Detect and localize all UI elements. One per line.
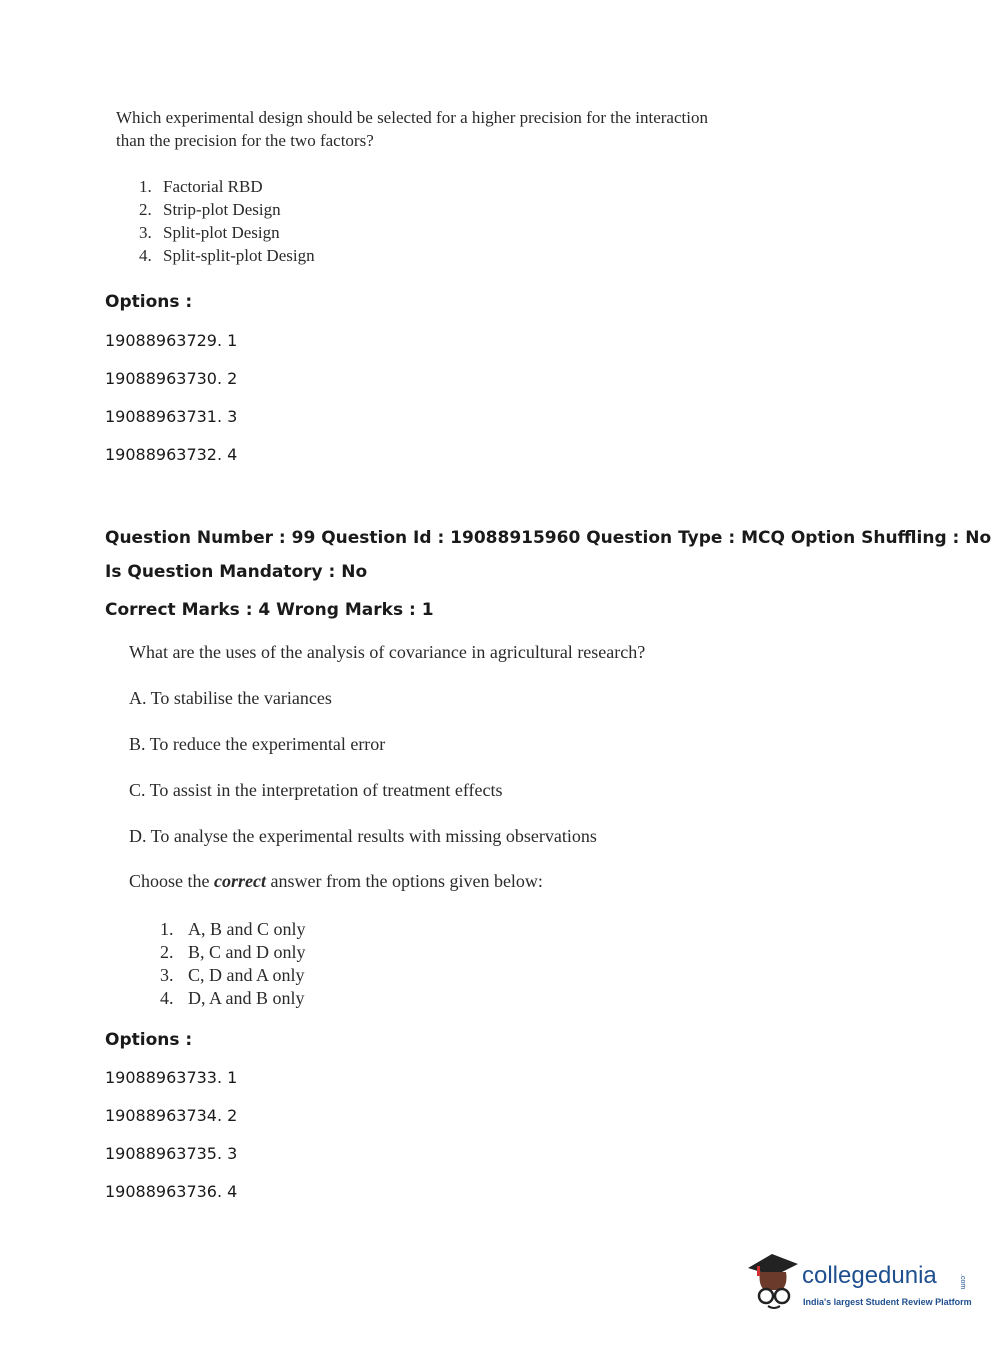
list-item: 1. Factorial RBD <box>139 177 263 196</box>
statement-a: A. To stabilise the variances <box>129 688 332 708</box>
question-meta: Question Number : 99 Question Id : 19088915960 Question Type : MCQ Option Shuffling : No <box>105 528 992 548</box>
answer-list <box>139 175 315 267</box>
question-text: Which experimental design should be selected for a higher precision for the interaction than the precision for the two factors? <box>116 108 708 150</box>
statement-b: B. To reduce the experimental error <box>129 734 386 754</box>
list-item: 2. Strip-plot Design <box>139 200 281 219</box>
brand-domain: .com <box>959 1274 966 1290</box>
mascot-icon <box>742 1250 802 1312</box>
option-row: 19088963731. 3 <box>105 407 238 426</box>
question-marks: Correct Marks : 4 Wrong Marks : 1 <box>105 600 434 620</box>
statement-c: C. To assist in the interpretation of treatment effects <box>129 780 503 800</box>
options-label: Options : <box>105 1030 193 1050</box>
list-item: 1. A, B and C only <box>160 919 306 939</box>
question-mandatory: Is Question Mandatory : No <box>105 562 368 582</box>
list-item: 2. B, C and D only <box>160 942 306 962</box>
list-item: 3. Split-plot Design <box>139 223 280 242</box>
choose-instruction: Choose the correct answer from the options given below: <box>129 871 543 891</box>
list-item: 4. Split-split-plot Design <box>139 246 315 265</box>
question-text: What are the uses of the analysis of covariance in agricultural research? <box>129 642 646 662</box>
option-row: 19088963730. 2 <box>105 369 238 388</box>
brand-name: collegedunia <box>802 1262 937 1289</box>
brand-tagline: India's largest Student Review Platform <box>803 1297 972 1307</box>
list-item: 3. C, D and A only <box>160 965 305 985</box>
option-row: 19088963735. 3 <box>105 1144 238 1163</box>
statement-d: D. To analyse the experimental results with missing observations <box>129 826 597 846</box>
option-row: 19088963733. 1 <box>105 1068 238 1087</box>
list-item: 4. D, A and B only <box>160 988 305 1008</box>
option-row: 19088963734. 2 <box>105 1106 238 1125</box>
option-row: 19088963729. 1 <box>105 331 238 350</box>
option-row: 19088963736. 4 <box>105 1182 238 1201</box>
option-row: 19088963732. 4 <box>105 445 238 464</box>
answer-list <box>160 918 306 1010</box>
options-label: Options : <box>105 292 193 312</box>
